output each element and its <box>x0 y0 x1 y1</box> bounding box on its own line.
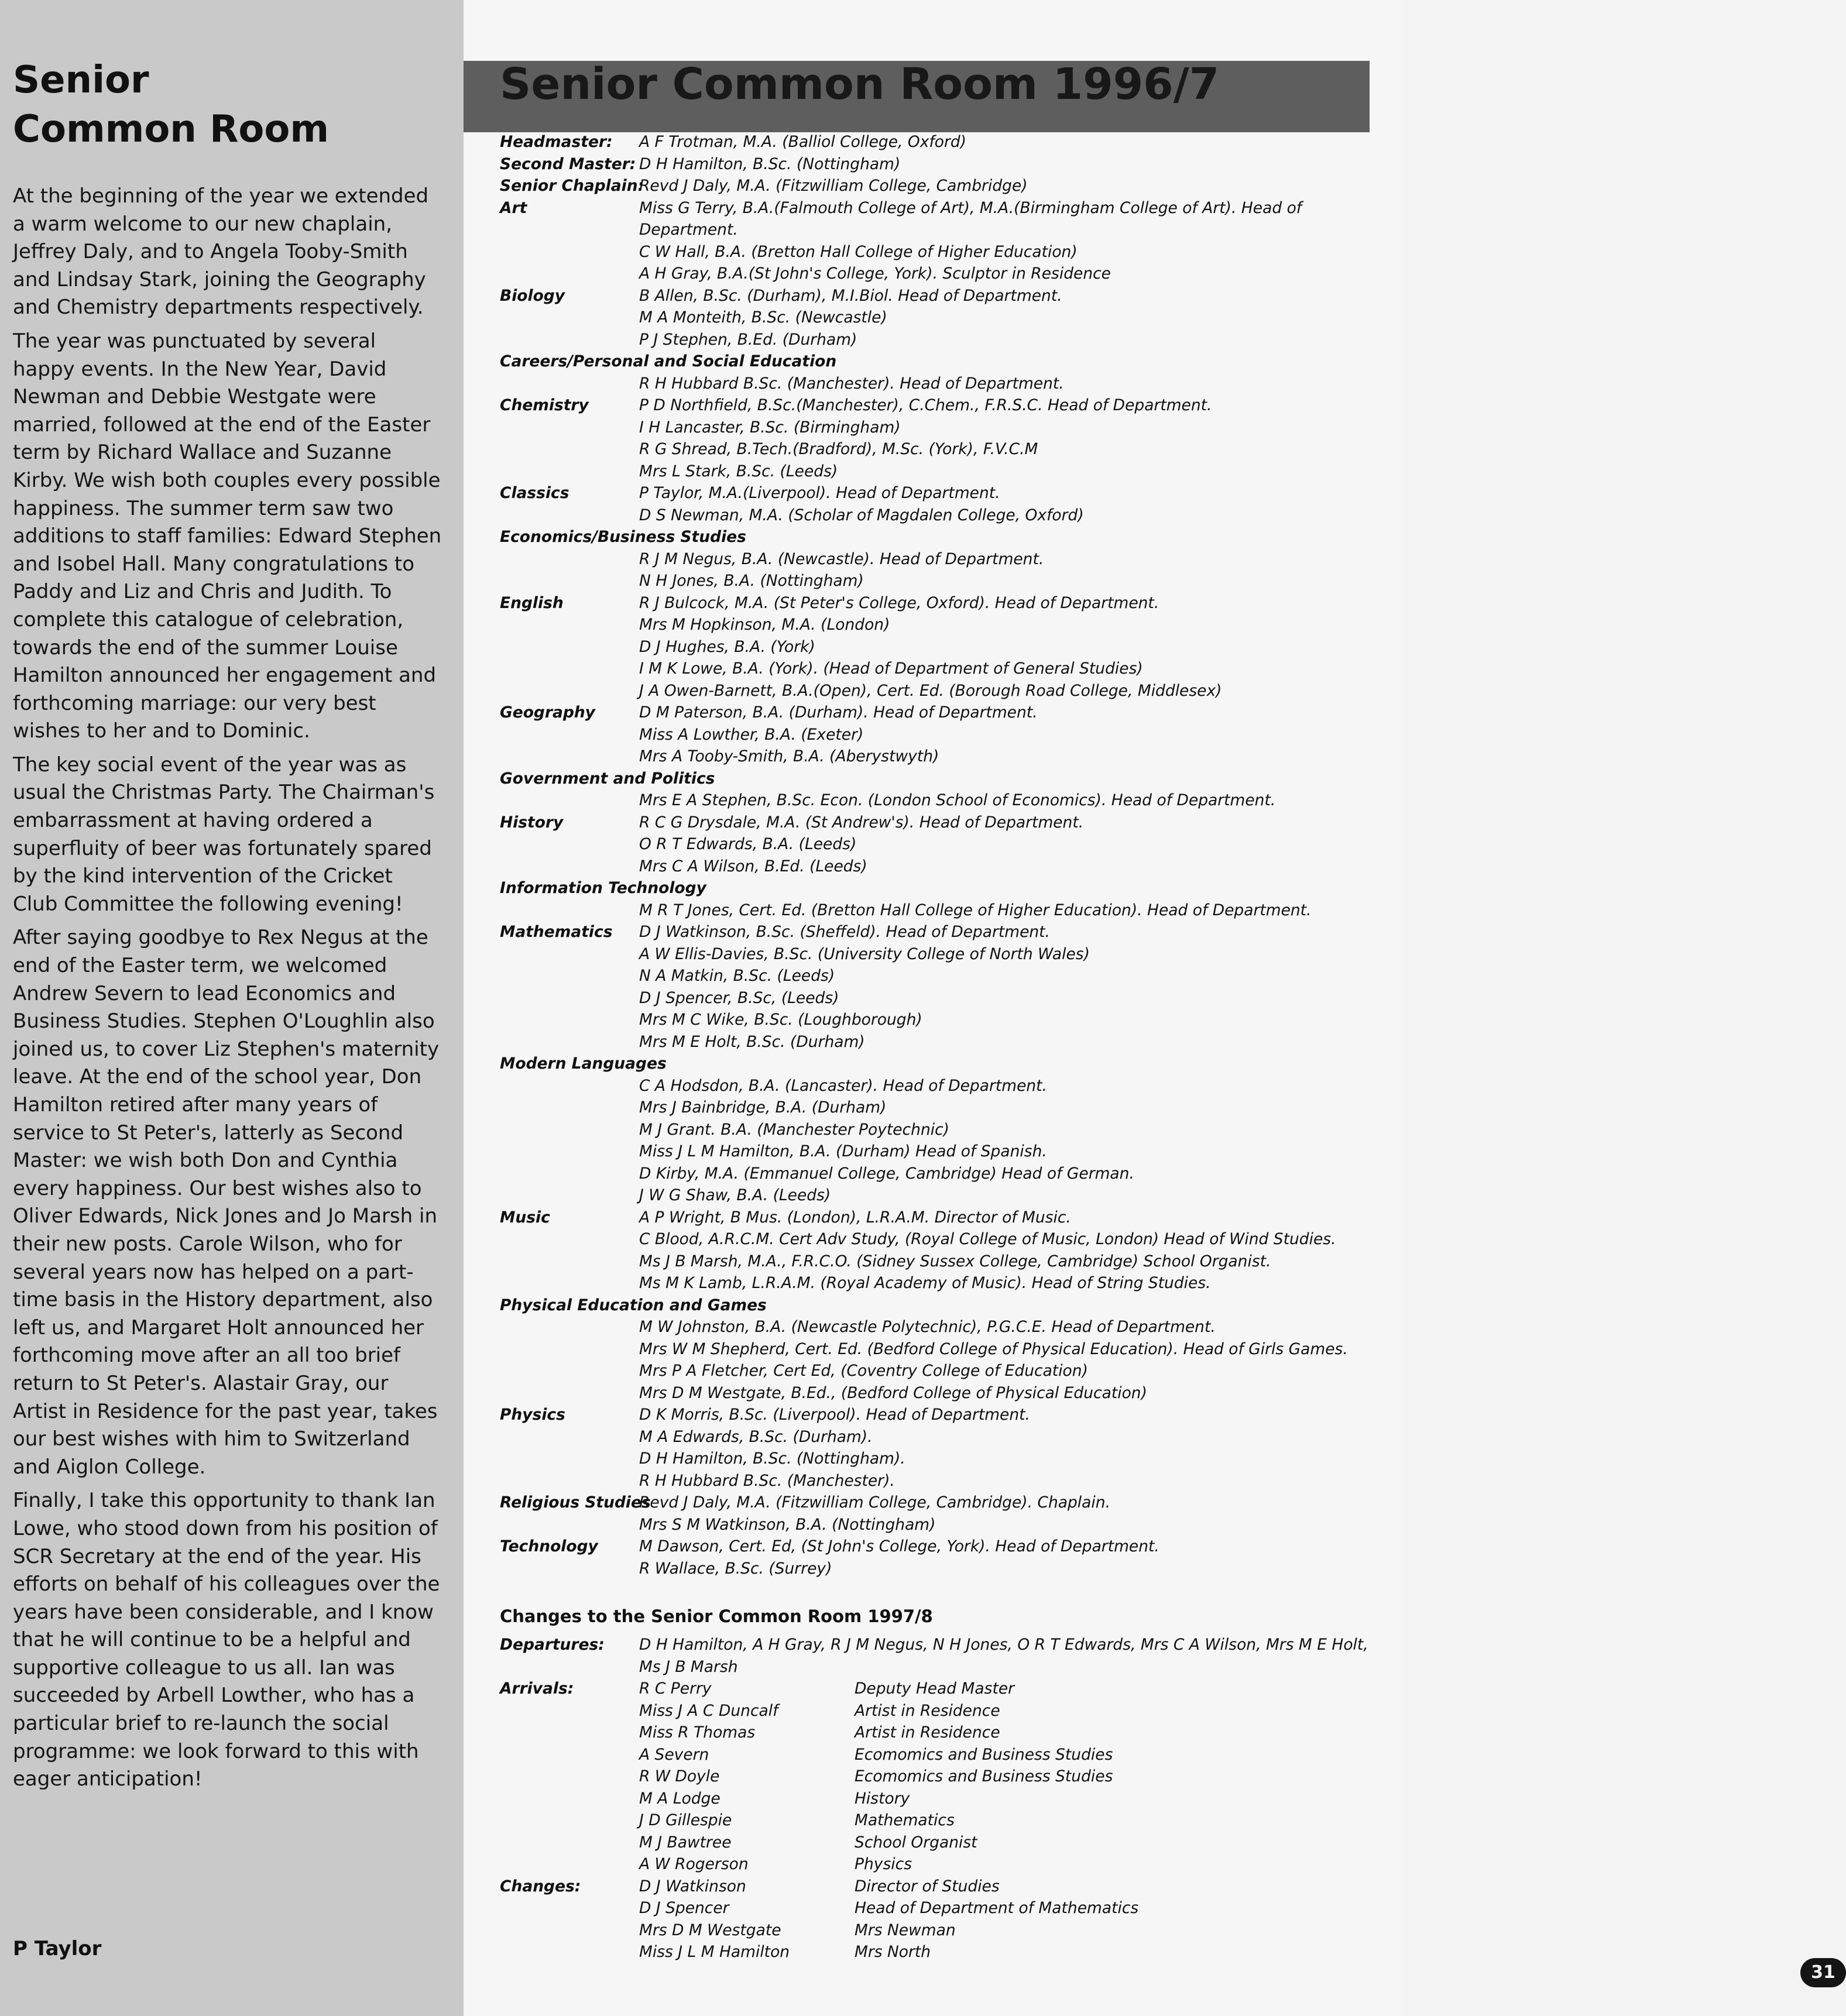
changes-row <box>500 1941 1372 1963</box>
staff-row <box>500 1272 1372 1294</box>
staff-row <box>500 789 1372 812</box>
department-label: Headmaster: <box>500 133 613 151</box>
staff-row <box>500 417 1372 439</box>
staff-entry: D H Hamilton, B.Sc. (Nottingham) <box>639 154 901 173</box>
department-label: Modern Languages <box>500 1055 667 1073</box>
department-heading-row <box>500 526 1372 548</box>
person-role: Artist in Residence <box>855 1701 1000 1720</box>
staff-row <box>500 1251 1372 1273</box>
department-label: Art <box>500 198 527 217</box>
staff-row <box>500 504 1372 527</box>
changes-row <box>500 1897 1372 1919</box>
staff-entry: Ms J B Marsh, M.A., F.R.C.O. (Sidney Sussex College, Cambridge) School Organist. <box>639 1252 1271 1270</box>
department-label: Classics <box>500 484 569 502</box>
person-role: Ecomomics and Business Studies <box>855 1745 1113 1764</box>
staff-entry: Mrs C A Wilson, B.Ed. (Leeds) <box>639 857 867 875</box>
staff-list-page <box>464 0 1835 2016</box>
staff-entry: Mrs P A Fletcher, Cert Ed, (Coventry College of Education) <box>639 1362 1088 1380</box>
changes-section <box>500 1634 1372 1963</box>
staff-entry: D K Morris, B.Sc. (Liverpool). Head of Department. <box>639 1406 1030 1424</box>
staff-entry: D S Newman, M.A. (Scholar of Magdalen College, Oxford) <box>639 506 1084 524</box>
staff-entry: R C G Drysdale, M.A. (St Andrew's). Head of Department. <box>639 813 1084 832</box>
department-label: Economics/Business Studies <box>500 528 746 546</box>
department-label: Geography <box>500 703 595 722</box>
changes-label: Changes: <box>500 1877 581 1895</box>
person-role: Mrs Newman <box>855 1921 956 1939</box>
staff-row <box>500 1316 1372 1338</box>
staff-entry: C Blood, A.R.C.M. Cert Adv Study, (Royal College of Music, London) Head of Wind Studies. <box>639 1230 1336 1248</box>
staff-row <box>500 285 1372 307</box>
person-name: Miss R Thomas <box>639 1723 756 1742</box>
staff-row <box>500 570 1372 592</box>
staff-row <box>500 394 1372 417</box>
article-body <box>13 183 443 1799</box>
staff-entry: Ms M K Lamb, L.R.A.M. (Royal Academy of Music). Head of String Studies. <box>639 1274 1211 1292</box>
staff-row <box>500 1448 1372 1470</box>
department-heading-row <box>500 351 1372 373</box>
arrivals-row <box>500 1832 1372 1854</box>
person-role: Deputy Head Master <box>855 1680 1015 1698</box>
department-heading-row <box>500 1053 1372 1075</box>
person-role: Mrs North <box>855 1943 931 1961</box>
staff-entry: A H Gray, B.A.(St John's College, York). Sculptor in Residence <box>639 265 1111 283</box>
staff-entry: D J Watkinson, B.Sc. (Sheffeld). Head of Department. <box>639 923 1050 941</box>
staff-entry: D Kirby, M.A. (Emmanuel College, Cambridge) Head of German. <box>639 1164 1134 1183</box>
changes-heading: Changes to the Senior Common Room 1997/8 <box>500 1606 933 1626</box>
staff-row <box>500 548 1372 571</box>
staff-entry: Mrs E A Stephen, B.Sc. Econ. (London School of Economics). Head of Department. <box>639 791 1276 809</box>
page-number-badge: 31 <box>1800 1958 1846 1987</box>
article-author: P Taylor <box>13 1937 102 1960</box>
staff-row <box>500 658 1372 680</box>
staff-row <box>500 1426 1372 1448</box>
staff-entry: N A Matkin, B.Sc. (Leeds) <box>639 967 835 985</box>
department-label: Chemistry <box>500 396 589 414</box>
staff-row <box>500 1338 1372 1361</box>
staff-entry: Mrs J Bainbridge, B.A. (Durham) <box>639 1098 887 1117</box>
changes-row <box>500 1919 1372 1942</box>
arrivals-row <box>500 1766 1372 1788</box>
staff-entry: Miss A Lowther, B.A. (Exeter) <box>639 725 864 744</box>
staff-entry: A F Trotman, M.A. (Balliol College, Oxford) <box>639 133 966 151</box>
departures-text: D H Hamilton, A H Gray, R J M Negus, N H Jones, O R T Edwards, Mrs C A Wilson, Mrs M E Holt, Ms J B Marsh <box>639 1636 1368 1676</box>
staff-row <box>500 965 1372 987</box>
person-name: D J Watkinson <box>639 1877 746 1895</box>
staff-row <box>500 1207 1372 1229</box>
changes-row <box>500 1876 1372 1898</box>
staff-entry: Miss J L M Hamilton, B.A. (Durham) Head of Spanish. <box>639 1142 1047 1160</box>
staff-row <box>500 987 1372 1009</box>
arrivals-row <box>500 1722 1372 1744</box>
staff-row <box>500 812 1372 834</box>
staff-entry: R J M Negus, B.A. (Newcastle). Head of Department. <box>639 549 1044 568</box>
staff-entry: D M Paterson, B.A. (Durham). Head of Department. <box>639 703 1038 722</box>
staff-entry: Mrs M C Wike, B.Sc. (Loughborough) <box>639 1011 922 1029</box>
staff-row <box>500 461 1372 483</box>
staff-entry: R Wallace, B.Sc. (Surrey) <box>639 1559 832 1578</box>
person-role: School Organist <box>855 1833 977 1852</box>
person-name: M J Bawtree <box>639 1833 732 1852</box>
person-name: Miss J A C Duncalf <box>639 1701 778 1720</box>
arrivals-row <box>500 1700 1372 1722</box>
staff-entry: D H Hamilton, B.Sc. (Nottingham). <box>639 1450 905 1468</box>
staff-entry: D J Hughes, B.A. (York) <box>639 637 815 656</box>
staff-entry: I M K Lowe, B.A. (York). (Head of Department of General Studies) <box>639 660 1143 678</box>
departures-row <box>500 1634 1372 1678</box>
staff-row <box>500 1536 1372 1558</box>
article-paragraph: At the beginning of the year we extended a warm welcome to our new chaplain, Jeffrey Daly, and to Angela Tooby-Smith and Lindsay Stark, joining the Geography and Chemistry departments respectively. <box>13 184 429 320</box>
title-line-2: Common Room <box>13 108 330 151</box>
staff-row <box>500 329 1372 351</box>
staff-entry: C A Hodsdon, B.A. (Lancaster). Head of Department. <box>639 1076 1047 1095</box>
department-label: Religious Studies <box>500 1493 651 1512</box>
staff-row <box>500 1492 1372 1514</box>
staff-row <box>500 592 1372 614</box>
staff-entry: R H Hubbard B.Sc. (Manchester). <box>639 1471 895 1490</box>
person-name: A W Rogerson <box>639 1855 749 1873</box>
staff-row <box>500 1141 1372 1163</box>
person-role: Ecomomics and Business Studies <box>855 1767 1113 1785</box>
staff-row <box>500 1514 1372 1536</box>
department-label: Careers/Personal and Social Education <box>500 352 837 370</box>
staff-entry: R J Bulcock, M.A. (St Peter's College, Oxford). Head of Department. <box>639 593 1159 612</box>
staff-entry: M A Monteith, B.Sc. (Newcastle) <box>639 308 887 327</box>
staff-row <box>500 614 1372 636</box>
person-name: Miss J L M Hamilton <box>639 1943 790 1961</box>
title-banner <box>464 61 1370 132</box>
staff-row <box>500 1382 1372 1404</box>
person-role: Artist in Residence <box>855 1723 1000 1742</box>
staff-entry: Mrs D M Westgate, B.Ed., (Bedford College of Physical Education) <box>639 1383 1147 1402</box>
staff-entry: R H Hubbard B.Sc. (Manchester). Head of Department. <box>639 374 1064 393</box>
staff-entry: M R T Jones, Cert. Ed. (Bretton Hall College of Higher Education). Head of Department. <box>639 901 1312 919</box>
person-role: History <box>855 1789 910 1808</box>
department-heading-row <box>500 877 1372 899</box>
person-name: M A Lodge <box>639 1789 720 1808</box>
staff-entry: N H Jones, B.A. (Nottingham) <box>639 572 864 590</box>
title-line-1: Senior <box>13 59 149 102</box>
department-label: Music <box>500 1208 550 1227</box>
sidebar-article <box>0 0 464 2016</box>
staff-entry: B Allen, B.Sc. (Durham), M.I.Biol. Head of Department. <box>639 286 1062 305</box>
staff-row <box>500 899 1372 922</box>
staff-row <box>500 1163 1372 1185</box>
department-label: Technology <box>500 1537 598 1555</box>
department-label: Physical Education and Games <box>500 1296 767 1314</box>
staff-entry: P J Stephen, B.Ed. (Durham) <box>639 330 857 349</box>
staff-row <box>500 1097 1372 1119</box>
staff-entry: J W G Shaw, B.A. (Leeds) <box>639 1186 831 1204</box>
person-name: D J Spencer <box>639 1899 729 1917</box>
staff-entry: D J Spencer, B.Sc, (Leeds) <box>639 988 839 1007</box>
article-paragraph: Finally, I take this opportunity to thank Ian Lowe, who stood down from his position of SCR Secretary at the end of the year. His efforts on behalf of his colleagues over the years have been considerable, and I know that he will continue to be a helpful and supportive colleague to us all. Ian was succeeded by Arbell Lowther, who has a particular brief to re-launch the social programme: we look forward to this with eager anticipation! <box>13 1489 440 1791</box>
staff-row <box>500 680 1372 702</box>
staff-row <box>500 921 1372 943</box>
staff-entry: M Dawson, Cert. Ed, (St John's College, York). Head of Department. <box>639 1537 1159 1555</box>
person-name: R W Doyle <box>639 1767 720 1785</box>
staff-entry: P Taylor, M.A.(Liverpool). Head of Department. <box>639 484 1000 502</box>
staff-entry: I H Lancaster, B.Sc. (Birmingham) <box>639 418 901 437</box>
department-label: English <box>500 593 564 612</box>
staff-entry: Mrs M E Holt, B.Sc. (Durham) <box>639 1032 865 1051</box>
article-paragraph: The year was punctuated by several happy events. In the New Year, David Newman and Debbie Westgate were married, followed at the end of the Easter term by Richard Wallace and Suzanne Kirby. We wish both couples every possible happiness. The summer term saw two additions to staff families: Edward Stephen and Isobel Hall. Many congratulations to Paddy and Liz and Chris and Judith. To complete this catalogue of celebration, towards the end of the summer Louise Hamilton announced her engagement and forthcoming marriage: our very best wishes to her and to Dominic. <box>13 329 442 743</box>
arrivals-list <box>500 1678 1372 1876</box>
staff-entry: R G Shread, B.Tech.(Bradford), M.Sc. (York), F.V.C.M <box>639 440 1038 458</box>
staff-entry: A W Ellis-Davies, B.Sc. (University College of North Wales) <box>639 945 1090 963</box>
staff-row <box>500 263 1372 285</box>
department-label: Biology <box>500 286 565 305</box>
departures-label: Departures: <box>500 1636 605 1654</box>
staff-row <box>500 943 1372 966</box>
department-heading-row <box>500 768 1372 790</box>
staff-row <box>500 1184 1372 1207</box>
changes-list <box>500 1876 1372 1963</box>
staff-row <box>500 724 1372 746</box>
staff-row <box>500 197 1372 241</box>
person-role: Head of Department of Mathematics <box>855 1899 1139 1917</box>
person-name: A Severn <box>639 1745 709 1764</box>
staff-entry: M W Johnston, B.A. (Newcastle Polytechnic), P.G.C.E. Head of Department. <box>639 1318 1216 1336</box>
staff-row <box>500 636 1372 658</box>
staff-row <box>500 1009 1372 1031</box>
article-paragraph: After saying goodbye to Rex Negus at the end of the Easter term, we welcomed Andrew Severn to lead Economics and Business Studies. Stephen O'Loughlin also joined us, to cover Liz Stephen's maternity leave. At the end of the school year, Don Hamilton retired after many years of service to St Peter's, latterly as Second Master: we wish both Don and Cynthia every happiness. Our best wishes also to Oliver Edwards, Nick Jones and Jo Marsh in their new posts. Carole Wilson, who for several years now has helped on a part-time basis in the History department, also left us, and Margaret Holt announced her forthcoming move after an all too brief return to St Peter's. Alastair Gray, our Artist in Residence for the past year, takes our best wishes with him to Switzerland and Aiglon College. <box>13 926 440 1479</box>
staff-entry: P D Northfield, B.Sc.(Manchester), C.Chem., F.R.S.C. Head of Department. <box>639 396 1212 414</box>
department-label: Mathematics <box>500 923 613 941</box>
staff-row <box>500 1228 1372 1251</box>
staff-row <box>500 1075 1372 1097</box>
staff-row <box>500 702 1372 724</box>
department-label: Senior Chaplain: <box>500 177 644 195</box>
department-label: History <box>500 813 564 832</box>
arrivals-row <box>500 1788 1372 1810</box>
staff-entry: Revd J Daly, M.A. (Fitzwilliam College, Cambridge). Chaplain. <box>639 1493 1110 1512</box>
article-paragraph: The key social event of the year was as usual the Christmas Party. The Chairman's embarrassment at having ordered a superfluity of beer was fortunately spared by the kind intervention of the Cricket Club Committee the following evening! <box>13 753 435 916</box>
staff-row <box>500 153 1372 176</box>
staff-row <box>500 482 1372 504</box>
department-heading-row <box>500 1294 1372 1317</box>
arrivals-row <box>500 1853 1372 1876</box>
staff-list <box>500 131 1372 1579</box>
page-title: Senior Common Room 1996/7 <box>500 59 1220 109</box>
person-name: R C Perry <box>639 1680 712 1698</box>
person-name: Mrs D M Westgate <box>639 1921 781 1939</box>
person-role: Mathematics <box>855 1811 955 1829</box>
staff-row <box>500 1360 1372 1382</box>
staff-entry: M A Edwards, B.Sc. (Durham). <box>639 1427 873 1446</box>
staff-entry: M J Grant. B.A. (Manchester Poytechnic) <box>639 1120 950 1139</box>
staff-row <box>500 833 1372 856</box>
staff-row <box>500 438 1372 461</box>
staff-entry: Revd J Daly, M.A. (Fitzwilliam College, Cambridge) <box>639 177 1028 195</box>
staff-entry: Mrs W M Shepherd, Cert. Ed. (Bedford College of Physical Education). Head of Girls Games. <box>639 1340 1348 1358</box>
staff-entry: C W Hall, B.A. (Bretton Hall College of Higher Education) <box>639 242 1078 261</box>
article-title <box>13 56 446 154</box>
arrivals-label: Arrivals: <box>500 1680 574 1698</box>
staff-row <box>500 1470 1372 1492</box>
person-role: Physics <box>855 1855 912 1873</box>
person-name: J D Gillespie <box>639 1811 732 1829</box>
staff-row <box>500 1119 1372 1141</box>
department-label: Physics <box>500 1406 565 1424</box>
staff-entry: O R T Edwards, B.A. (Leeds) <box>639 835 857 853</box>
arrivals-row <box>500 1744 1372 1766</box>
staff-row <box>500 241 1372 263</box>
staff-row <box>500 746 1372 768</box>
staff-row <box>500 175 1372 197</box>
staff-row <box>500 307 1372 329</box>
staff-row <box>500 1558 1372 1580</box>
department-label: Second Master: <box>500 154 636 173</box>
staff-row <box>500 1404 1372 1426</box>
arrivals-row <box>500 1809 1372 1832</box>
staff-entry: Mrs L Stark, B.Sc. (Leeds) <box>639 462 838 480</box>
staff-row <box>500 1031 1372 1053</box>
department-label: Information Technology <box>500 879 706 897</box>
staff-entry: Mrs S M Watkinson, B.A. (Nottingham) <box>639 1515 936 1534</box>
staff-entry: Mrs M Hopkinson, M.A. (London) <box>639 616 890 634</box>
staff-entry: Mrs A Tooby-Smith, B.A. (Aberystwyth) <box>639 747 939 765</box>
staff-row <box>500 373 1372 395</box>
person-role: Director of Studies <box>855 1877 1000 1895</box>
staff-entry: Miss G Terry, B.A.(Falmouth College of Art), M.A.(Birmingham College of Art). Head of Department. <box>639 198 1302 239</box>
department-label: Government and Politics <box>500 769 715 788</box>
staff-entry: J A Owen-Barnett, B.A.(Open), Cert. Ed. (Borough Road College, Middlesex) <box>639 681 1222 700</box>
staff-entry: A P Wright, B Mus. (London), L.R.A.M. Director of Music. <box>639 1208 1071 1227</box>
staff-row <box>500 856 1372 878</box>
staff-row <box>500 131 1372 153</box>
arrivals-row <box>500 1678 1372 1700</box>
